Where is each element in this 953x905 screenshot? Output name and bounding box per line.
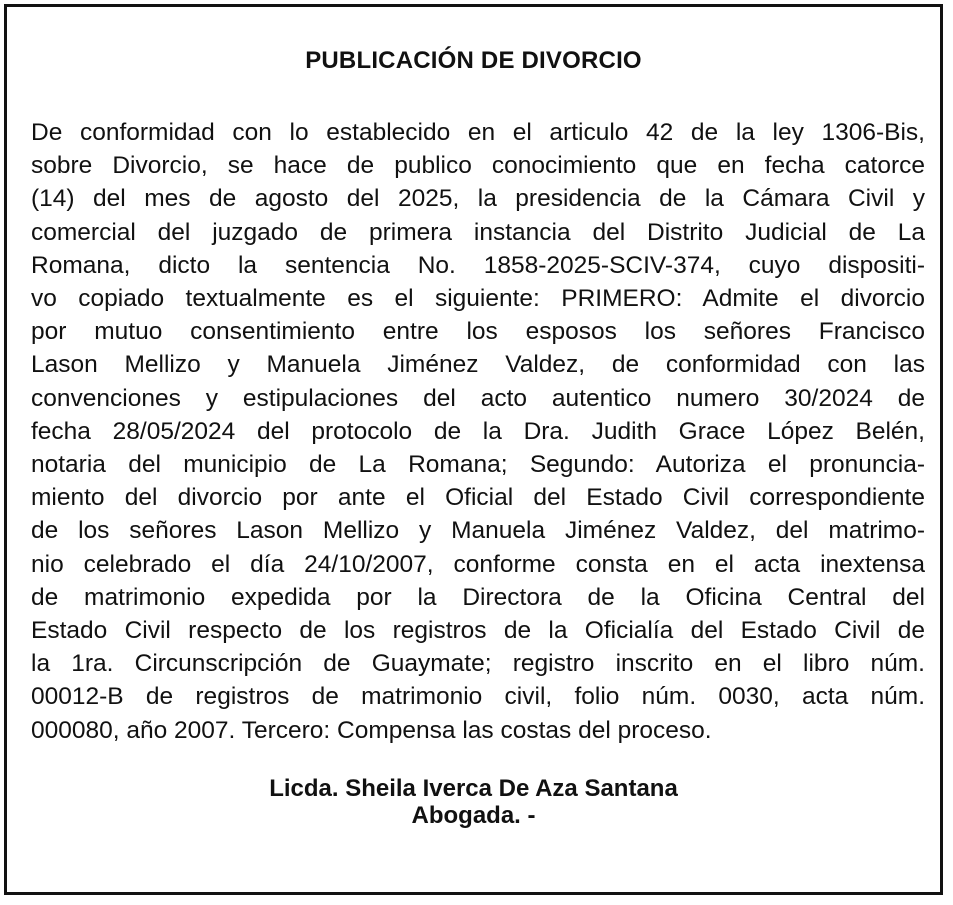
signature-block — [7, 775, 940, 829]
signature-name: Licda. Sheila Iverca De Aza Santana — [269, 775, 678, 802]
body-line: Romana, dicto la sentencia No. 1858-2025-SCIV-374, cuyo dispositi- — [31, 251, 925, 279]
body-line: sobre Divorcio, se hace de publico conocimiento que en fecha catorce — [31, 152, 925, 180]
body-line: miento del divorcio por ante el Oficial del Estado Civil correspondiente — [31, 484, 925, 512]
notice-frame — [4, 4, 943, 895]
body-line: de los señores Lason Mellizo y Manuela Jiménez Valdez, del matrimo- — [31, 517, 925, 545]
body-line: 000080, año 2007. Tercero: Compensa las costas del proceso. — [31, 716, 712, 744]
body-line: fecha 28/05/2024 del protocolo de la Dra. Judith Grace López Belén, — [31, 417, 925, 445]
signature-role: Abogada. - — [411, 802, 536, 829]
body-line: comercial del juzgado de primera instancia del Distrito Judicial de La — [31, 218, 925, 246]
notice-body — [31, 116, 925, 747]
body-line: por mutuo consentimiento entre los esposos los señores Francisco — [31, 318, 925, 346]
body-line: De conformidad con lo establecido en el articulo 42 de la ley 1306-Bis, — [31, 119, 925, 146]
body-line: Estado Civil respecto de los registros de la Oficialía del Estado Civil de — [31, 617, 925, 645]
body-line: la 1ra. Circunscripción de Guaymate; registro inscrito en el libro núm. — [31, 650, 925, 678]
body-line: nio celebrado el día 24/10/2007, conforme consta en el acta inextensa — [31, 550, 925, 578]
body-line: de matrimonio expedida por la Directora de la Oficina Central del — [31, 583, 925, 611]
body-line: (14) del mes de agosto del 2025, la presidencia de la Cámara Civil y — [31, 185, 925, 213]
body-line: vo copiado textualmente es el siguiente: PRIMERO: Admite el divorcio — [31, 285, 925, 313]
notice-title: PUBLICACIÓN DE DIVORCIO — [305, 47, 642, 74]
body-line: Lason Mellizo y Manuela Jiménez Valdez, de conformidad con las — [31, 351, 925, 379]
body-line: 00012-B de registros de matrimonio civil, folio núm. 0030, acta núm. — [31, 683, 925, 711]
body-line: notaria del municipio de La Romana; Segundo: Autoriza el pronuncia- — [31, 451, 925, 479]
body-line: convenciones y estipulaciones del acto autentico numero 30/2024 de — [31, 384, 925, 412]
